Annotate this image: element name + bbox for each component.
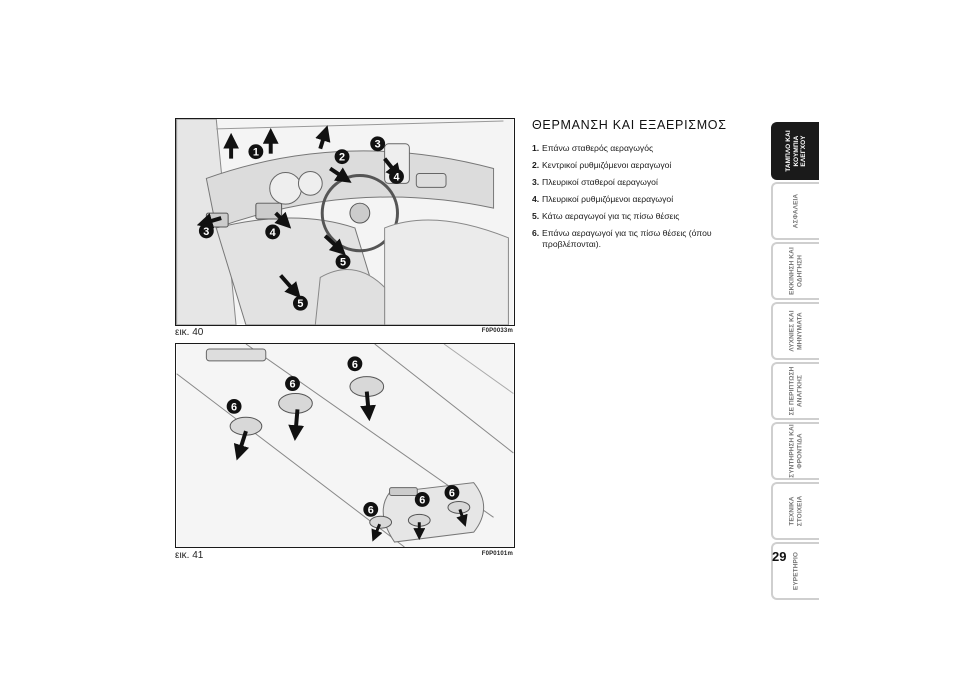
callout-2 xyxy=(335,149,350,164)
figure-41-caption xyxy=(175,550,515,561)
svg-text:6: 6 xyxy=(351,358,358,371)
vent-list xyxy=(532,143,757,250)
dashboard-illustration xyxy=(176,119,514,325)
callout-6 xyxy=(285,376,300,391)
item-number: 3. xyxy=(532,177,540,187)
tab-safety[interactable] xyxy=(771,182,819,240)
tab-label: ΕΚΚΙΝΗΣΗ ΚΑΙ ΟΔΗΓΗΣΗ xyxy=(788,247,803,295)
figure-41-label: εικ. 41 xyxy=(175,550,204,561)
svg-text:3: 3 xyxy=(374,138,381,151)
tab-technical-data[interactable] xyxy=(771,482,819,540)
svg-text:6: 6 xyxy=(231,401,238,414)
item-text: Επάνω αεραγωγοί για τις πίσω θέσεις (όπου προβλέπονται). xyxy=(542,228,712,249)
roof-vents-illustration xyxy=(176,344,514,547)
figure-40-label: εικ. 40 xyxy=(175,327,204,338)
tab-label: ΛΥΧΝΙΕΣ ΚΑΙ ΜΗΝΥΜΑΤΑ xyxy=(788,310,803,352)
chapter-tabs xyxy=(771,122,819,602)
item-text: Πλευρικοί ρυθμιζόμενοι αεραγωγοί xyxy=(542,194,674,204)
list-item xyxy=(532,160,757,171)
callout-6 xyxy=(227,399,242,414)
callout-6 xyxy=(347,356,362,371)
callout-6 xyxy=(445,485,460,500)
item-text: Πλευρικοί σταθεροί αεραγωγοί xyxy=(542,177,658,187)
tab-label: ΕΥΡΕΤΗΡΙΟ xyxy=(792,551,800,591)
item-text: Επάνω σταθερός αεραγωγός xyxy=(542,143,654,153)
callout-4 xyxy=(265,224,280,239)
callout-6 xyxy=(363,502,378,517)
list-item xyxy=(532,211,757,222)
item-text: Κάτω αεραγωγοί για τις πίσω θέσεις xyxy=(542,211,680,221)
svg-text:1: 1 xyxy=(252,146,259,159)
tab-warning-lights[interactable] xyxy=(771,302,819,360)
callout-3 xyxy=(199,223,214,238)
svg-text:6: 6 xyxy=(448,487,455,500)
tab-maintenance[interactable] xyxy=(771,422,819,480)
section-title: ΘΕΡΜΑΝΣΗ ΚΑΙ ΕΞΑΕΡΙΣΜΟΣ xyxy=(532,118,727,132)
tab-dashboard-controls[interactable] xyxy=(771,122,819,180)
tab-label: ΣΕ ΠΕΡΙΠΤΩΣΗ ΑΝΑΓΚΗΣ xyxy=(788,366,803,416)
item-text: Κεντρικοί ρυθμιζόμενοι αεραγωγοί xyxy=(542,160,672,170)
callout-5 xyxy=(336,254,351,269)
callout-4 xyxy=(389,169,404,184)
tab-label: ΑΣΦΑΛΕΙΑ xyxy=(792,193,800,229)
page-number: 29 xyxy=(772,549,787,564)
list-item xyxy=(532,228,757,250)
svg-text:4: 4 xyxy=(269,226,276,239)
figure-40-dashboard xyxy=(175,118,515,326)
svg-text:2: 2 xyxy=(338,151,346,164)
callout-1 xyxy=(248,144,263,159)
svg-text:6: 6 xyxy=(289,378,296,391)
tab-emergency[interactable] xyxy=(771,362,819,420)
svg-text:4: 4 xyxy=(393,171,400,184)
svg-text:5: 5 xyxy=(297,298,304,311)
list-item xyxy=(532,143,757,154)
item-number: 2. xyxy=(532,160,540,170)
item-number: 1. xyxy=(532,143,540,153)
svg-text:6: 6 xyxy=(419,494,426,507)
figure-41-code: F0P0101m xyxy=(481,551,513,557)
figure-40-code: F0P0033m xyxy=(481,328,513,334)
tab-label: ΤΕΧΝΙΚΑ ΣΤΟΙΧΕΙΑ xyxy=(788,495,803,527)
svg-text:6: 6 xyxy=(367,504,374,517)
figure-41-roof-vents xyxy=(175,343,515,548)
callout-5 xyxy=(293,296,308,311)
tab-label: ΣΥΝΤΗΡΗΣΗ ΚΑΙ ΦΡΟΝΤΙΔΑ xyxy=(788,424,803,478)
item-number: 5. xyxy=(532,211,540,221)
tab-starting-driving[interactable] xyxy=(771,242,819,300)
figure-40-caption xyxy=(175,327,515,338)
item-number: 6. xyxy=(532,228,540,238)
list-item xyxy=(532,177,757,188)
tab-label: ΤΑΜΠΛΟ ΚΑΙ ΚΟΥΜΠΙΑ ΕΛΕΓΧΟΥ xyxy=(784,130,807,172)
list-item xyxy=(532,194,757,205)
section-text xyxy=(532,118,757,256)
svg-text:3: 3 xyxy=(203,225,210,238)
svg-text:5: 5 xyxy=(339,256,347,269)
item-number: 4. xyxy=(532,194,540,204)
callout-6 xyxy=(415,492,430,507)
callout-3 xyxy=(370,136,385,151)
